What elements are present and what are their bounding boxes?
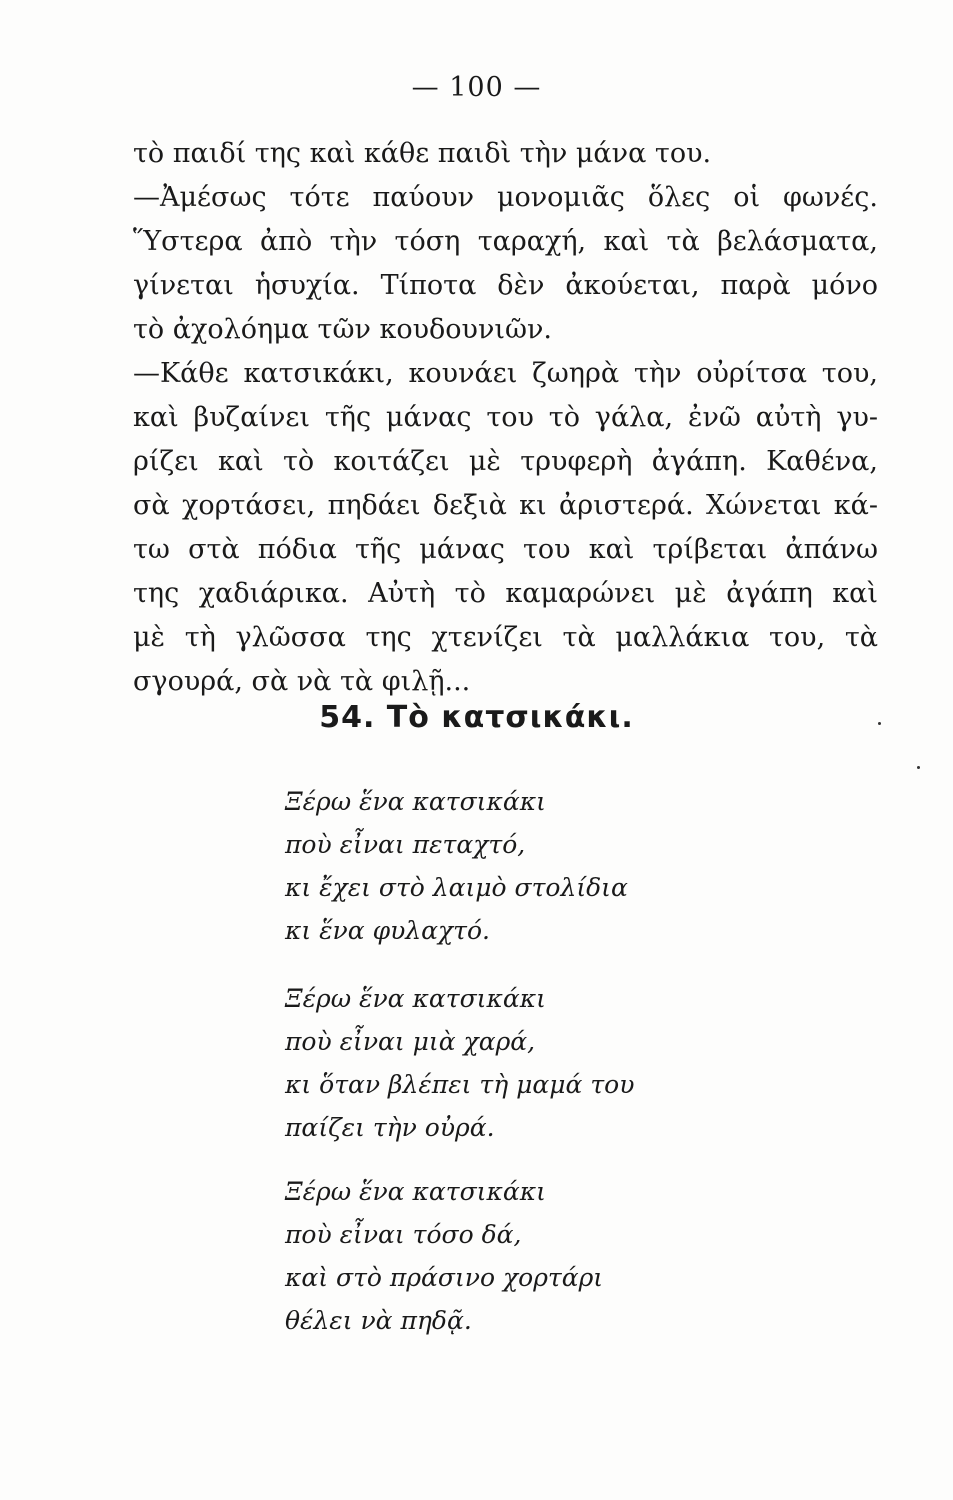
prose-line: μὲ τὴ γλῶσσα της χτενίζει τὰ μαλλάκια του, τὰ bbox=[133, 622, 878, 653]
section-title: 54. Τὸ κατσικάκι. bbox=[319, 700, 634, 735]
poem-stanza-2 bbox=[285, 977, 765, 1149]
poem-line: καὶ στὸ πράσινο χορτάρι bbox=[285, 1263, 604, 1292]
prose-line: σγουρά, σὰ νὰ τὰ φιλῇ... bbox=[133, 666, 471, 697]
poem-line: θέλει νὰ πηδᾷ. bbox=[285, 1306, 472, 1335]
prose-line: τω στὰ πόδια τῆς μάνας του καὶ τρίβεται ἀπάνω bbox=[133, 534, 878, 565]
poem-line: παίζει τὴν οὐρά. bbox=[285, 1113, 495, 1142]
poem-line: Ξέρω ἕνα κατσικάκι bbox=[285, 787, 546, 816]
poem-line: ποὺ εἶναι μιὰ χαρά, bbox=[285, 1027, 536, 1056]
poem-stanza-3 bbox=[285, 1170, 765, 1342]
print-speck bbox=[878, 722, 881, 725]
poem-line: κι ἔχει στὸ λαιμὸ στολίδια bbox=[285, 873, 628, 902]
prose-line: σὰ χορτάσει, πηδάει δεξιὰ κι ἀριστερά. Χώνεται κά- bbox=[133, 490, 878, 521]
prose-line: της χαδιάρικα. Αὐτὴ τὸ καμαρώνει μὲ ἀγάπη καὶ bbox=[133, 578, 878, 609]
prose-line: ρίζει καὶ τὸ κοιτάζει μὲ τρυφερὴ ἀγάπη. Καθένα, bbox=[133, 446, 878, 477]
prose-line: —Κάθε κατσικάκι, κουνάει ζωηρὰ τὴν οὐρίτσα του, bbox=[133, 358, 878, 389]
poem-line: κι ὅταν βλέπει τὴ μαμά του bbox=[285, 1070, 635, 1099]
prose-line: —Ἀμέσως τότε παύουν μονομιᾶς ὅλες οἱ φωνές. bbox=[133, 182, 878, 213]
page-number: — 100 — bbox=[411, 72, 542, 103]
prose-line: τὸ παιδί της καὶ κάθε παιδὶ τὴν μάνα του. bbox=[133, 138, 712, 169]
poem-stanza-1 bbox=[285, 780, 765, 952]
prose-line: γίνεται ἡσυχία. Τίποτα δὲν ἀκούεται, παρὰ μόνο bbox=[133, 270, 878, 301]
poem-line: κι ἕνα φυλαχτό. bbox=[285, 916, 490, 945]
poem-line: Ξέρω ἕνα κατσικάκι bbox=[285, 1177, 546, 1206]
prose-block bbox=[133, 132, 878, 704]
print-speck bbox=[917, 766, 920, 769]
prose-line: Ὕστερα ἀπὸ τὴν τόση ταραχή, καὶ τὰ βελάσματα, bbox=[133, 226, 878, 257]
prose-line: τὸ ἀχολόημα τῶν κουδουνιῶν. bbox=[133, 314, 552, 345]
prose-line: καὶ βυζαίνει τῆς μάνας του τὸ γάλα, ἐνῶ αὐτὴ γυ- bbox=[133, 402, 878, 433]
poem-line: Ξέρω ἕνα κατσικάκι bbox=[285, 984, 546, 1013]
poem-line: ποὺ εἶναι τόσο δά, bbox=[285, 1220, 522, 1249]
poem-line: ποὺ εἶναι πεταχτό, bbox=[285, 830, 526, 859]
